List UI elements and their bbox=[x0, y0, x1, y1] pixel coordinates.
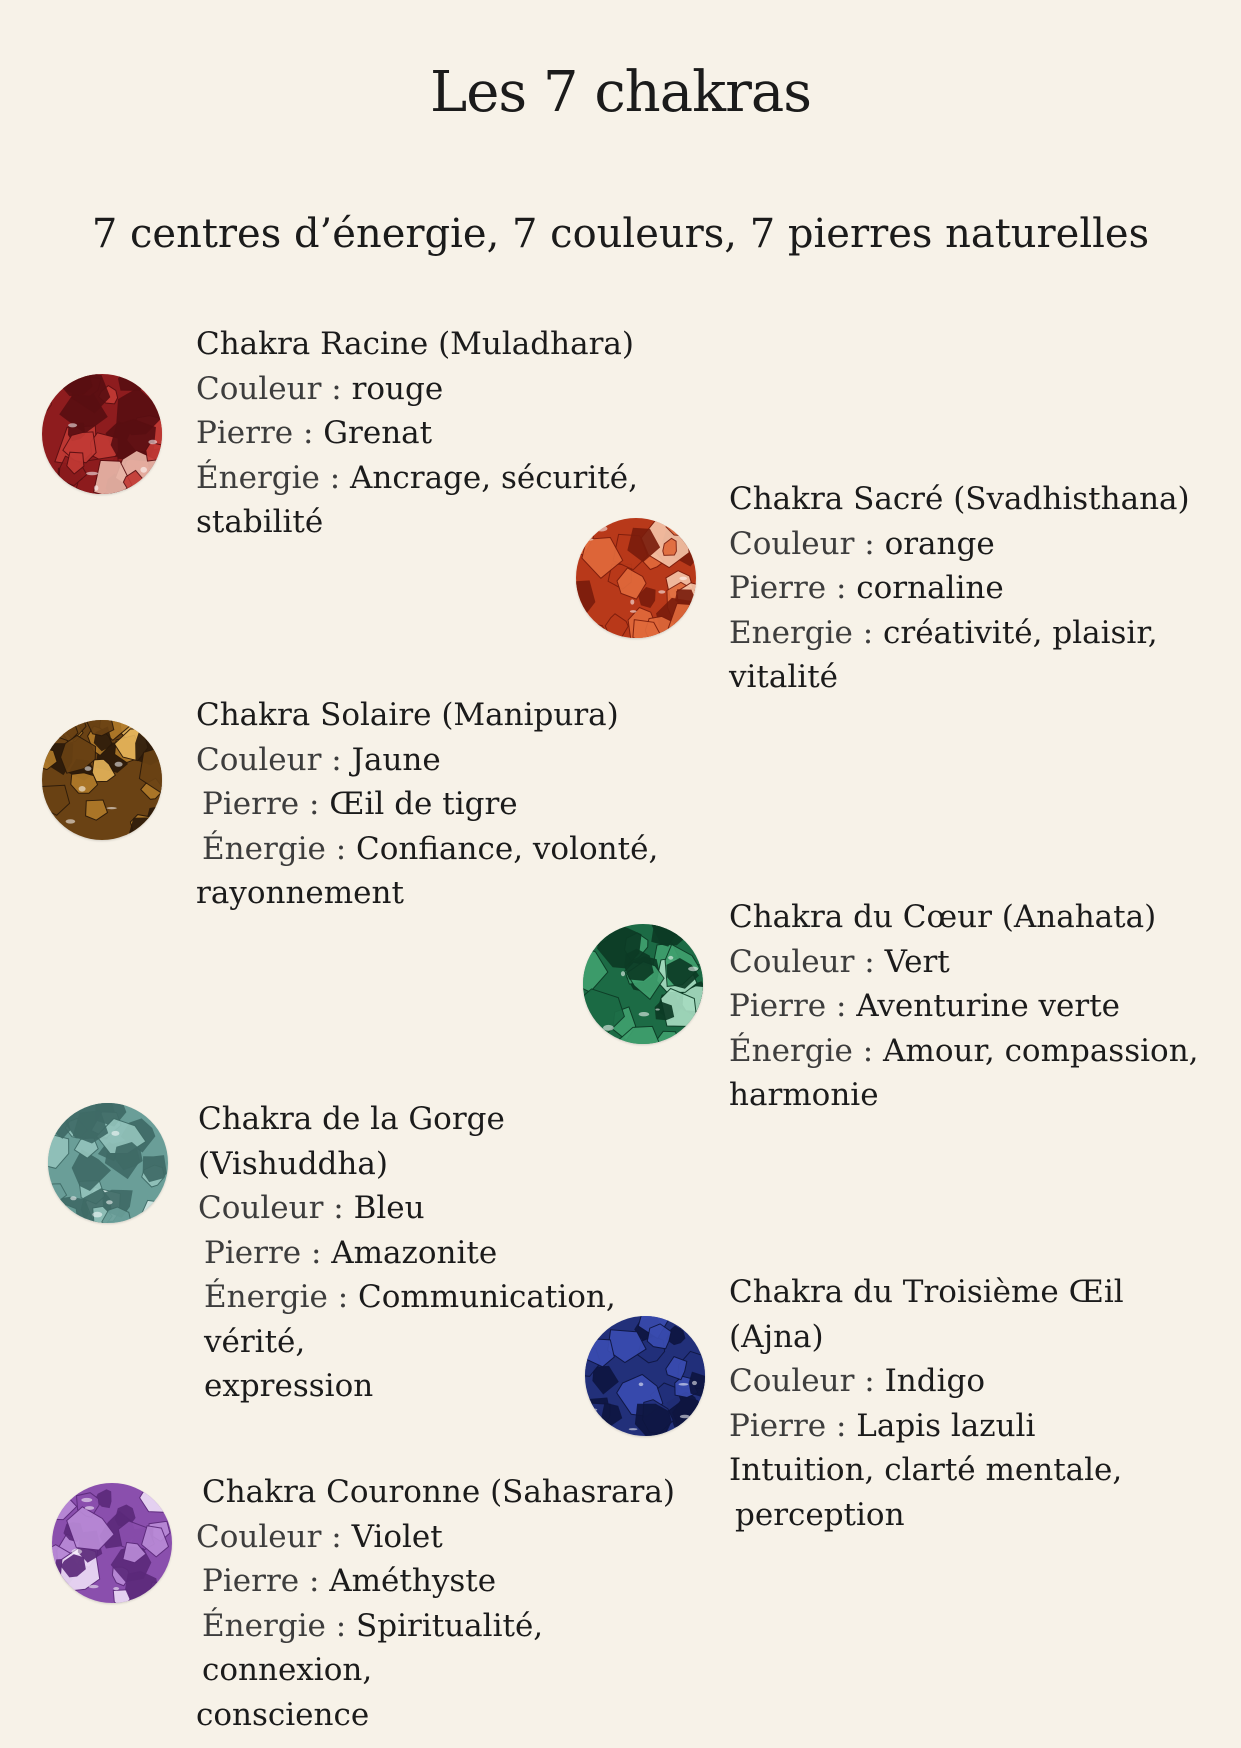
chakra-name: Chakra Couronne (Sahasrara) bbox=[202, 1474, 675, 1510]
amazonite-stone-icon bbox=[48, 1103, 168, 1223]
chakra-name: Chakra de la Gorge (Vishuddha) bbox=[198, 1101, 505, 1182]
energy-label: Énergie : bbox=[204, 1279, 349, 1315]
energy-value: Intuition, clarté mentale, bbox=[729, 1452, 1123, 1488]
chakra-card-solar bbox=[196, 693, 676, 916]
stone-value: Amazonite bbox=[331, 1234, 498, 1271]
color-value: orange bbox=[884, 525, 995, 562]
stone-value: Améthyste bbox=[329, 1563, 497, 1599]
color-value: Bleu bbox=[353, 1190, 425, 1226]
chakra-name: Chakra du Troisième Œil (Ajna) bbox=[729, 1274, 1124, 1355]
chakra-name: Chakra Solaire (Manipura) bbox=[196, 697, 619, 733]
stone-value: cornaline bbox=[856, 570, 1004, 606]
energy-continued: conscience bbox=[196, 1696, 370, 1733]
energy-label: Énergie : bbox=[202, 830, 347, 867]
lapis-lazuli-stone-icon bbox=[585, 1316, 705, 1436]
energy-label: Énergie : bbox=[729, 1032, 874, 1069]
stone-value: Aventurine verte bbox=[856, 988, 1121, 1024]
energy-value: Ancrage, sécurité, bbox=[350, 459, 638, 496]
energy-label: Energie : bbox=[729, 614, 874, 651]
page-title: Les 7 chakras bbox=[430, 60, 811, 125]
energy-continued: perception bbox=[735, 1496, 905, 1533]
chakra-name: Chakra du Cœur (Anahata) bbox=[729, 899, 1157, 935]
color-label: Couleur : bbox=[196, 741, 342, 778]
stone-value: Œil de tigre bbox=[329, 786, 518, 822]
color-value: Jaune bbox=[351, 741, 441, 778]
chakra-name: Chakra Sacré (Svadhisthana) bbox=[729, 481, 1190, 517]
energy-continued: rayonnement bbox=[196, 875, 404, 911]
energy-label: Énergie : bbox=[196, 459, 341, 496]
carnelian-stone-icon bbox=[576, 518, 696, 638]
color-value: Violet bbox=[351, 1518, 443, 1555]
color-label: Couleur : bbox=[729, 1363, 875, 1399]
stone-label: Pierre : bbox=[202, 1563, 320, 1599]
garnet-stone-icon bbox=[42, 374, 162, 494]
stone-label: Pierre : bbox=[202, 786, 320, 822]
stone-label: Pierre : bbox=[196, 415, 314, 451]
chakra-name: Chakra Racine (Muladhara) bbox=[196, 326, 634, 362]
energy-value: Spiritualité, connexion, bbox=[202, 1607, 544, 1688]
chakra-card-crown bbox=[196, 1470, 676, 1737]
energy-continued: vitalité bbox=[729, 659, 838, 695]
stone-label: Pierre : bbox=[204, 1234, 322, 1271]
color-value: rouge bbox=[351, 370, 444, 407]
stone-label: Pierre : bbox=[729, 988, 847, 1024]
color-label: Couleur : bbox=[198, 1190, 344, 1226]
color-label: Couleur : bbox=[196, 1518, 342, 1555]
stone-label: Pierre : bbox=[729, 570, 847, 606]
chakra-card-root bbox=[196, 322, 676, 545]
energy-value: Confiance, volonté, bbox=[356, 830, 659, 867]
energy-value: Amour, compassion, bbox=[883, 1032, 1199, 1069]
color-label: Couleur : bbox=[196, 370, 342, 407]
energy-continued: expression bbox=[204, 1368, 374, 1404]
stone-label: Pierre : bbox=[729, 1407, 847, 1444]
tigers-eye-stone-icon bbox=[42, 720, 162, 840]
color-value: Indigo bbox=[884, 1363, 986, 1399]
chakra-card-heart bbox=[729, 895, 1209, 1118]
color-value: Vert bbox=[884, 943, 950, 980]
energy-value: créativité, plaisir, bbox=[883, 614, 1158, 651]
stone-value: Lapis lazuli bbox=[856, 1407, 1036, 1444]
green-aventurine-stone-icon bbox=[583, 924, 703, 1044]
amethyst-stone-icon bbox=[52, 1483, 172, 1603]
energy-continued: stabilité bbox=[196, 504, 324, 540]
color-label: Couleur : bbox=[729, 943, 875, 980]
color-label: Couleur : bbox=[729, 525, 875, 562]
stone-value: Grenat bbox=[323, 415, 433, 451]
energy-continued: harmonie bbox=[729, 1077, 879, 1113]
chakra-card-sacral bbox=[729, 477, 1209, 700]
page-subtitle: 7 centres d’énergie, 7 couleurs, 7 pierres naturelles bbox=[91, 211, 1150, 257]
energy-value: Communication, vérité, bbox=[204, 1279, 616, 1360]
energy-label: Énergie : bbox=[202, 1607, 347, 1644]
chakra-card-third-eye bbox=[729, 1270, 1209, 1537]
